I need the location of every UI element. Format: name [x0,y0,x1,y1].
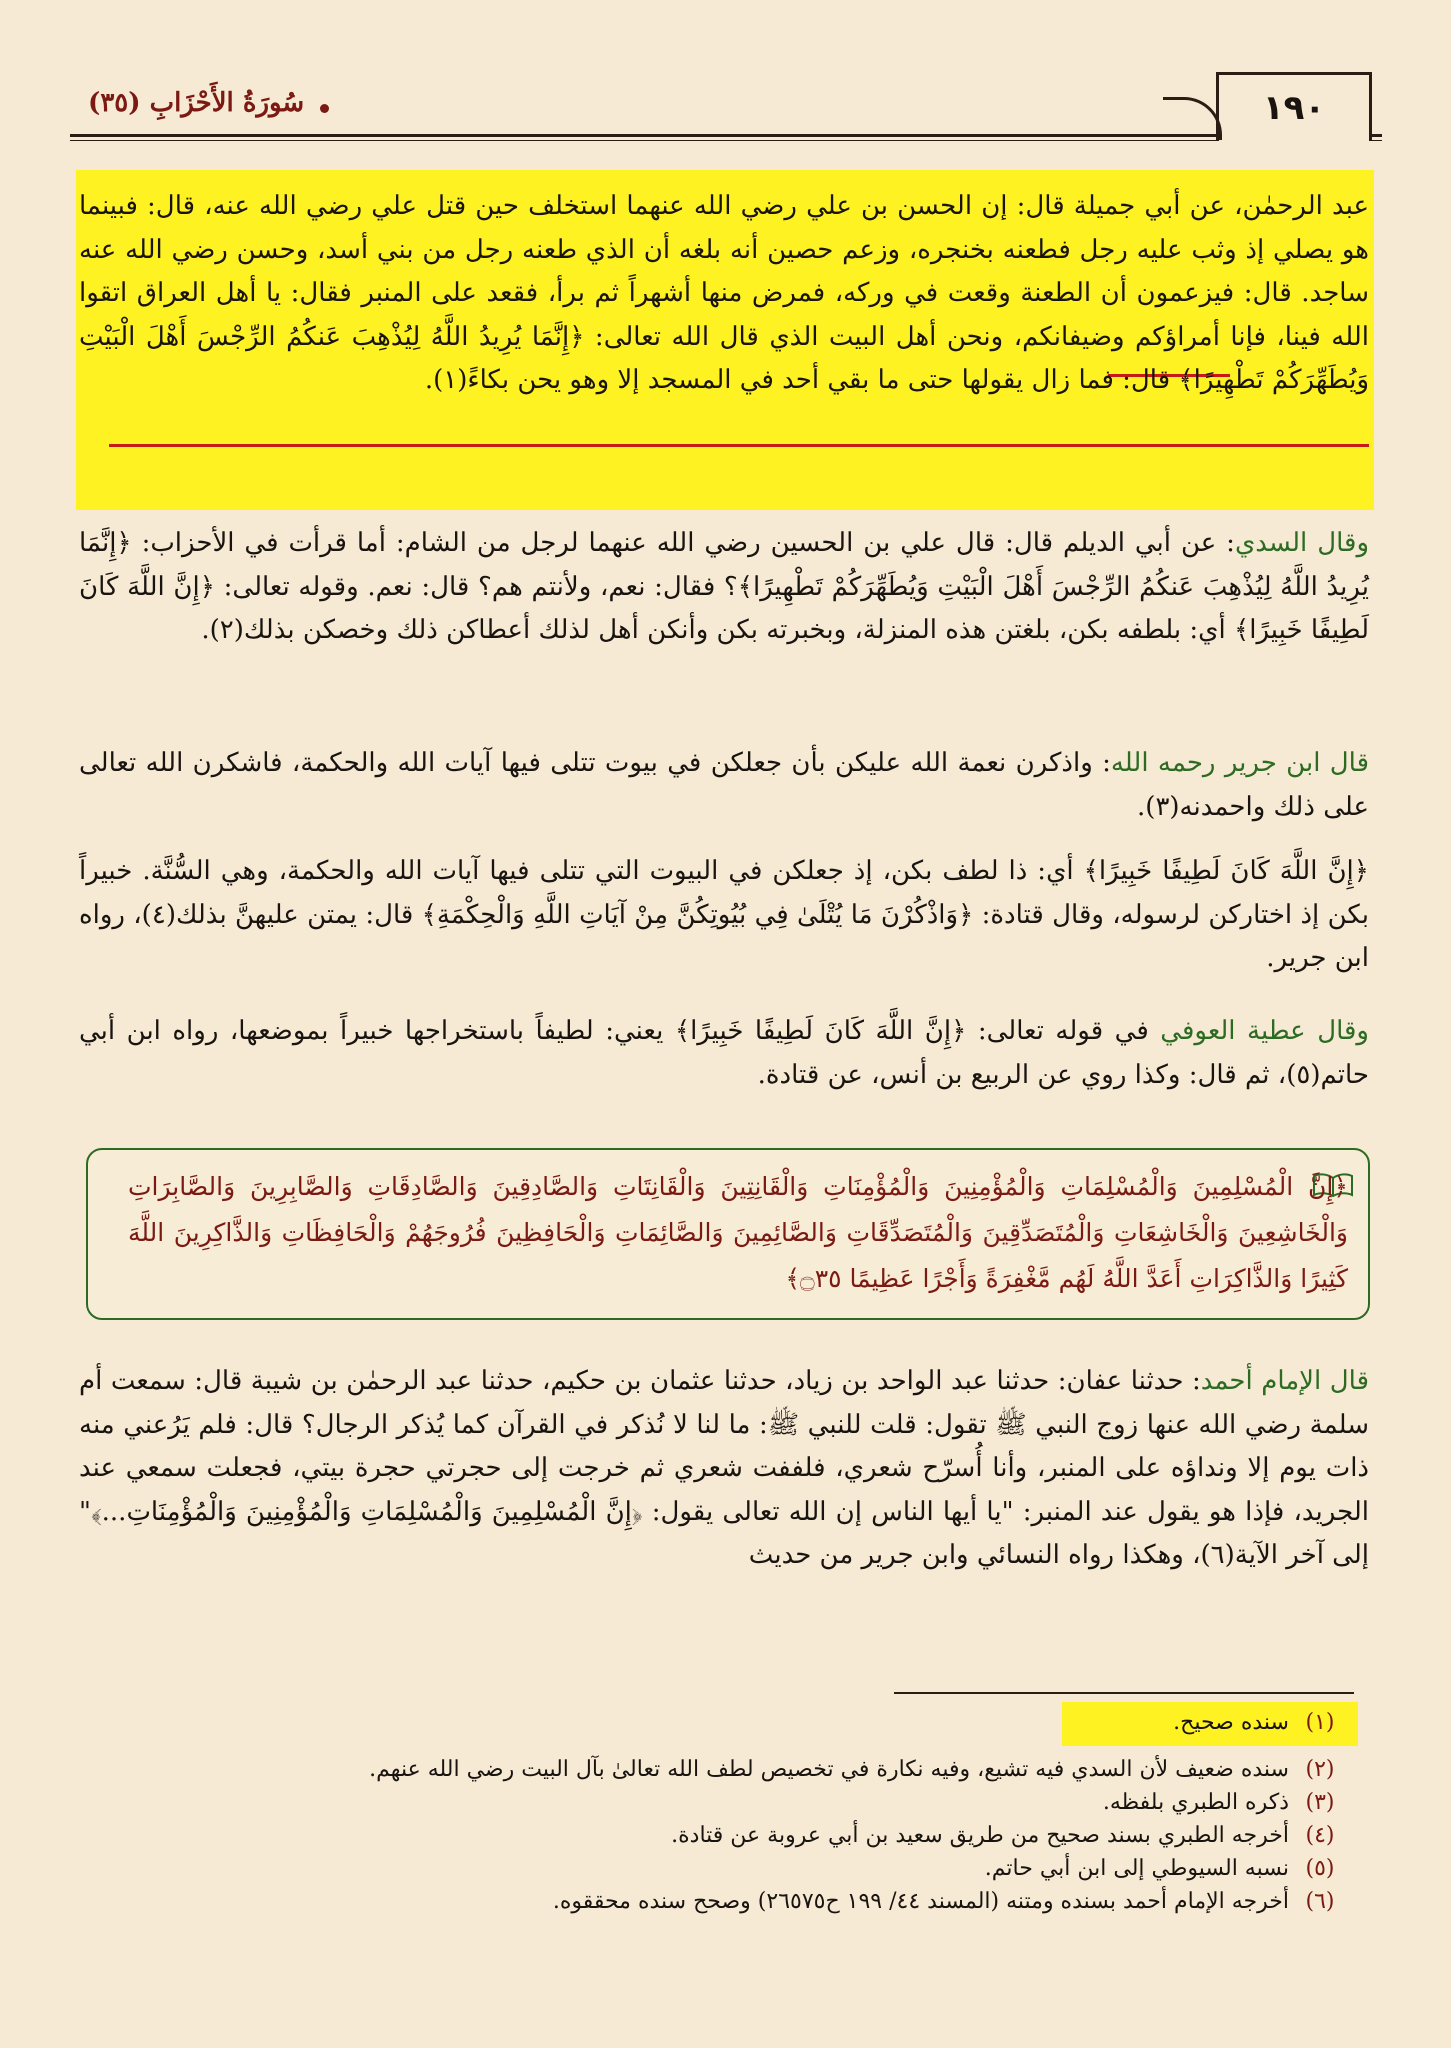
paragraph-2-text: : عن أبي الديلم قال: قال علي بن الحسين رضي الله عنهما لرجل من الشام: أما قرأت في الأحزاب: ﴿إِنَّمَا يُرِيدُ اللَّهُ لِيُذْهِبَ عَنكُمُ الرِّجْسَ أَهْلَ الْبَيْتِ وَيُطَهِّرَكُمْ تَطْهِيرًا﴾؟ فقال: نعم، ولأنتم هم؟ قال: نعم. وقوله تعالى: ﴿إِنَّ اللَّهَ كَانَ لَطِيفًا خَبِيرًا﴾ أي: بلطفه بكن، بلغتن هذه المنزلة، وبخبرته بكن وأنكن أهل لذلك أعطاكن ذلك وخصكن بذلك(٢). [79,528,1369,645]
footnote-number: (٥) [1305,1856,1335,1881]
red-underline [109,444,1369,447]
footnote-1 [89,1706,1339,1753]
footnote-separator [894,1692,1354,1694]
paragraph-6-text: : حدثنا عفان: حدثنا عبد الواحد بن زياد، حدثنا عثمان بن حكيم، حدثنا عبد الرحمٰن بن شيبة قال: سمعت أم سلمة رضي الله عنها زوج النبي ﷺ تقول: قلت للنبي ﷺ: ما لنا لا نُذكر في القرآن كما يُذكر الرجال؟ قال: فلم يَرُعني منه ذات يوم إلا ونداؤه على المنبر، وأنا أُسرّح شعري، فلففت شعري ثم خرجت إلى حجرتي حجرة بيتي، فجعلت سمعي عند الجريد، فإذا هو يقول عند المنبر: "يا أيها الناس إن الله تعالى يقول: ﴿إِنَّ الْمُسْلِمِينَ وَالْمُسْلِمَاتِ وَالْمُؤْمِنِينَ وَالْمُؤْمِنَاتِ...﴾" إلى آخر الآية(٦)، وهكذا رواه النسائي وابن جرير من حديث [79,1366,1369,1570]
footnote-5 [89,1852,1339,1885]
footnote-number: (٤) [1305,1823,1335,1848]
footnote-number: (١) [1305,1710,1335,1735]
footnote-text: أخرجه الإمام أحمد بسنده ومتنه (المسند ٤٤/ ١٩٩ ح٢٦٥٧٥) وصحح سنده محققوه. [552,1889,1289,1914]
footnote-text: ذكره الطبري بلفظه. [1102,1790,1289,1815]
footnote-6 [89,1885,1339,1918]
footnote-4 [89,1819,1339,1852]
surah-title: سُورَةُ الأَحْزَابِ (٣٥) [88,88,305,118]
paragraph-4: ﴿إِنَّ اللَّهَ كَانَ لَطِيفًا خَبِيرًا﴾ أي: ذا لطف بكن، إذ جعلكن في البيوت التي تتلى فيها آيات الله والحكمة، وهي السُّنَّة. خبيراً بكن إذ اختاركن لرسوله، وقال قتادة: ﴿وَاذْكُرْنَ مَا يُتْلَىٰ فِي بُيُوتِكُنَّ مِنْ آيَاتِ اللَّهِ وَالْحِكْمَةِ﴾ قال: يمتن عليهنَّ بذلك(٤)، رواه ابن جرير. [79,856,1369,973]
paragraph-6 [79,1360,1369,1578]
footnote-2 [89,1753,1339,1786]
paragraph-2 [79,522,1369,653]
footnote-number: (٢) [1305,1757,1335,1782]
quran-verse-text: ﴿إِنَّ الْمُسْلِمِينَ وَالْمُسْلِمَاتِ وَالْمُؤْمِنِينَ وَالْمُؤْمِنَاتِ وَالْقَانِتِينَ وَالْقَانِتَاتِ وَالصَّادِقِينَ وَالصَّادِقَاتِ وَالصَّابِرِينَ وَالصَّابِرَاتِ وَالْخَاشِعِينَ وَالْخَاشِعَاتِ وَالْمُتَصَدِّقِينَ وَالْمُتَصَدِّقَاتِ وَالصَّائِمِينَ وَالصَّائِمَاتِ وَالْحَافِظِينَ فُرُوجَهُمْ وَالْحَافِظَاتِ وَالذَّاكِرِينَ اللَّهَ كَثِيرًا وَالذَّاكِرَاتِ أَعَدَّ اللَّهُ لَهُم مَّغْفِرَةً وَأَجْرًا عَظِيمًا ۝٣٥﴾ [128,1172,1348,1293]
ornament-dot [320,104,329,113]
page-number: ١٩٠ [1216,72,1372,141]
footnotes [89,1706,1339,1918]
paragraph-1: عبد الرحمٰن، عن أبي جميلة قال: إن الحسن بن علي رضي الله عنهما استخلف حين قتل علي رضي الله عنه، قال: فبينما هو يصلي إذ وثب عليه رجل فطعنه بخنجره، وزعم حصين أنه بلغه أن الذي طعنه رجل من بني أسد، وحسن رضي الله عنه ساجد. قال: فيزعمون أن الطعنة وقعت في وركه، فمرض منها أشهراً ثم برأ، فقعد على المنبر فقال: يا أهل العراق اتقوا الله فينا، فإنا أمراؤكم وضيفانكم، ونحن أهل البيت الذي قال الله تعالى: ﴿إِنَّمَا يُرِيدُ اللَّهُ لِيُذْهِبَ عَنكُمُ الرِّجْسَ أَهْلَ الْبَيْتِ وَيُطَهِّرَكُمْ تَطْهِيرًا﴾ قال: فما زال يقولها حتى ما بقي أحد في المسجد إلا وهو يحن بكاءً(١). [79,191,1369,395]
header-rule-thin [70,140,1382,141]
paragraph-5 [79,1010,1369,1097]
footnote-text: أخرجه الطبري بسند صحيح من طريق سعيد بن أبي عروبة عن قتادة. [671,1823,1289,1848]
page-header [70,72,1382,152]
narrator-name: وقال عطية العوفي [1160,1016,1369,1046]
footnote-number: (٣) [1305,1790,1335,1815]
paragraph-5-text: في قوله تعالى: ﴿إِنَّ اللَّهَ كَانَ لَطِيفًا خَبِيرًا﴾ يعني: لطيفاً باستخراجها خبيراً بموضعها، رواه ابن أبي حاتم(٥)، ثم قال: وكذا روي عن الربيع بن أنس، عن قتادة. [79,1016,1369,1090]
narrator-name: قال الإمام أحمد [1200,1366,1369,1396]
footnote-text: سنده ضعيف لأن السدي فيه تشيع، وفيه نكارة في تخصيص لطف الله تعالىٰ بآل البيت رضي الله عنهم. [369,1757,1289,1782]
footnote-text: نسبه السيوطي إلى ابن أبي حاتم. [984,1856,1289,1881]
narrator-name: وقال السدي [1234,528,1369,558]
paragraph-3-text: : واذكرن نعمة الله عليكن بأن جعلكن في بيوت تتلى فيها آيات الله والحكمة، فاشكرن الله تعالى على ذلك واحمدنه(٣). [79,748,1369,822]
footnote-3 [89,1786,1339,1819]
narrator-name: قال ابن جرير رحمه الله [1110,748,1369,778]
paragraph-3 [79,742,1369,829]
quran-verse-box [86,1148,1370,1320]
footnote-text: سنده صحيح. [1173,1710,1289,1735]
footnote-number: (٦) [1305,1889,1335,1914]
